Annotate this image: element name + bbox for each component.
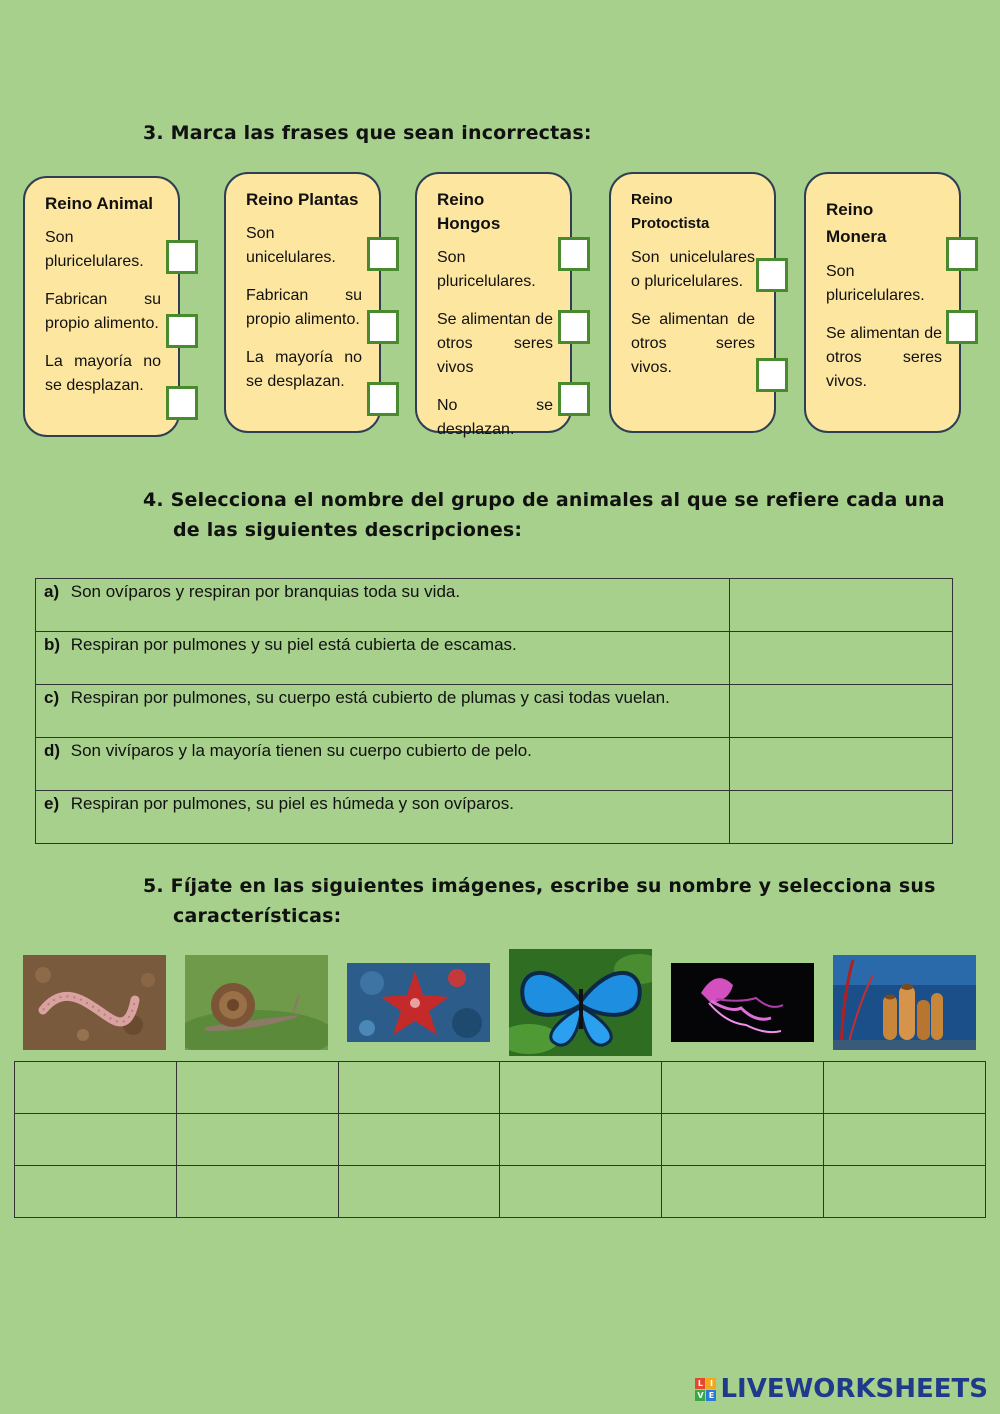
table-row	[15, 1166, 986, 1218]
row-text: Son vivíparos y la mayoría tienen su cuerpo cubierto de pelo.	[70, 741, 532, 760]
checkbox[interactable]	[946, 310, 978, 344]
row-text: Respiran por pulmones y su piel está cubierta de escamas.	[70, 635, 517, 654]
card-title: Reino Hongos	[437, 190, 501, 233]
name-input[interactable]	[15, 1062, 177, 1114]
butterfly-photo	[509, 949, 652, 1056]
table-row	[36, 685, 953, 738]
logo-letter: E	[706, 1390, 716, 1401]
section4-heading	[143, 489, 945, 541]
section3-heading: 3. Marca las frases que sean incorrectas:	[143, 122, 592, 144]
table-row	[15, 1114, 986, 1166]
statement: Son unicelulares.	[246, 225, 336, 266]
statement: Son pluricelulares.	[437, 249, 536, 290]
checkbox[interactable]	[558, 382, 590, 416]
checkbox[interactable]	[166, 386, 198, 420]
checkbox[interactable]	[756, 258, 788, 292]
table-row	[15, 1062, 986, 1114]
statement: La mayoría no se desplazan.	[246, 349, 362, 390]
row-text: Respiran por pulmones, su piel es húmeda y son ovíparos.	[70, 794, 514, 813]
characteristic-select[interactable]	[338, 1166, 500, 1218]
name-input[interactable]	[824, 1062, 986, 1114]
table-row	[36, 791, 953, 844]
card-title: Reino Monera	[826, 200, 887, 246]
checkbox[interactable]	[946, 237, 978, 271]
heading-line: características:	[173, 905, 342, 927]
statement: Se alimentan de otros seres vivos.	[631, 311, 755, 376]
row-text: Son ovíparos y respiran por branquias toda su vida.	[70, 582, 461, 601]
description-cell	[36, 791, 730, 844]
statement: Son unicelulares o pluricelulares.	[631, 249, 755, 290]
characteristic-select[interactable]	[176, 1166, 338, 1218]
row-label: a)	[44, 582, 60, 601]
description-cell	[36, 632, 730, 685]
jellyfish-photo	[671, 963, 814, 1042]
animal-characteristics-table	[14, 1061, 986, 1218]
card-reino-animal	[23, 176, 180, 437]
description-cell	[36, 738, 730, 791]
statement: Fabrican su propio alimento.	[45, 291, 161, 332]
logo-letter: L	[695, 1378, 705, 1389]
checkbox[interactable]	[558, 310, 590, 344]
statement: Son pluricelulares.	[826, 263, 925, 304]
logo-icon	[695, 1378, 716, 1401]
card-reino-monera	[804, 172, 961, 433]
characteristic-select[interactable]	[176, 1114, 338, 1166]
table-row	[36, 579, 953, 632]
heading-line: 5. Fíjate en las siguientes imágenes, escribe su nombre y selecciona sus	[143, 875, 936, 897]
snail-photo	[185, 955, 328, 1050]
logo-letter: V	[697, 1390, 704, 1400]
checkbox[interactable]	[558, 237, 590, 271]
liveworksheets-logo	[695, 1374, 988, 1404]
characteristic-select[interactable]	[500, 1166, 662, 1218]
characteristic-select[interactable]	[338, 1114, 500, 1166]
statement: No se desplazan.	[437, 397, 553, 438]
statement: Son pluricelulares.	[45, 229, 144, 270]
row-label: c)	[44, 688, 60, 707]
answer-select[interactable]	[730, 738, 953, 791]
card-title: Reino Protoctista	[631, 191, 710, 232]
characteristic-select[interactable]	[15, 1166, 177, 1218]
name-input[interactable]	[662, 1062, 824, 1114]
characteristic-select[interactable]	[500, 1114, 662, 1166]
card-title: Reino Plantas	[246, 190, 359, 209]
name-input[interactable]	[338, 1062, 500, 1114]
answer-select[interactable]	[730, 632, 953, 685]
earthworm-photo	[23, 955, 166, 1050]
answer-select[interactable]	[730, 791, 953, 844]
statement: La mayoría no se desplazan.	[45, 353, 161, 394]
animal-groups-table	[35, 578, 953, 844]
checkbox[interactable]	[367, 382, 399, 416]
statement: Fabrican su propio alimento.	[246, 287, 362, 328]
card-reino-protoctista	[609, 172, 776, 433]
description-cell	[36, 685, 730, 738]
answer-select[interactable]	[730, 685, 953, 738]
checkbox[interactable]	[756, 358, 788, 392]
section5-heading	[143, 875, 936, 927]
row-label: b)	[44, 635, 61, 654]
statement: Se alimentan de otros seres vivos.	[826, 325, 942, 390]
row-label: e)	[44, 794, 60, 813]
statement: Se alimentan de otros seres vivos	[437, 311, 553, 376]
characteristic-select[interactable]	[824, 1166, 986, 1218]
characteristic-select[interactable]	[15, 1114, 177, 1166]
card-reino-plantas	[224, 172, 381, 433]
logo-text: LIVEWORKSHEETS	[720, 1374, 988, 1404]
checkbox[interactable]	[367, 310, 399, 344]
checkbox[interactable]	[166, 240, 198, 274]
logo-letter: I	[706, 1378, 716, 1389]
starfish-photo	[347, 963, 490, 1042]
row-text: Respiran por pulmones, su cuerpo está cubierto de plumas y casi todas vuelan.	[70, 688, 670, 707]
checkbox[interactable]	[166, 314, 198, 348]
name-input[interactable]	[500, 1062, 662, 1114]
checkbox[interactable]	[367, 237, 399, 271]
heading-line: de las siguientes descripciones:	[173, 519, 523, 541]
table-row	[36, 738, 953, 791]
row-label: d)	[44, 741, 61, 760]
card-title: Reino Animal	[45, 194, 153, 213]
description-cell	[36, 579, 730, 632]
answer-select[interactable]	[730, 579, 953, 632]
characteristic-select[interactable]	[662, 1166, 824, 1218]
characteristic-select[interactable]	[662, 1114, 824, 1166]
table-row	[36, 632, 953, 685]
name-input[interactable]	[176, 1062, 338, 1114]
heading-line: 4. Selecciona el nombre del grupo de animales al que se refiere cada una	[143, 489, 945, 511]
characteristic-select[interactable]	[824, 1114, 986, 1166]
card-reino-hongos	[415, 172, 572, 438]
sponge-coral-photo	[833, 955, 976, 1050]
